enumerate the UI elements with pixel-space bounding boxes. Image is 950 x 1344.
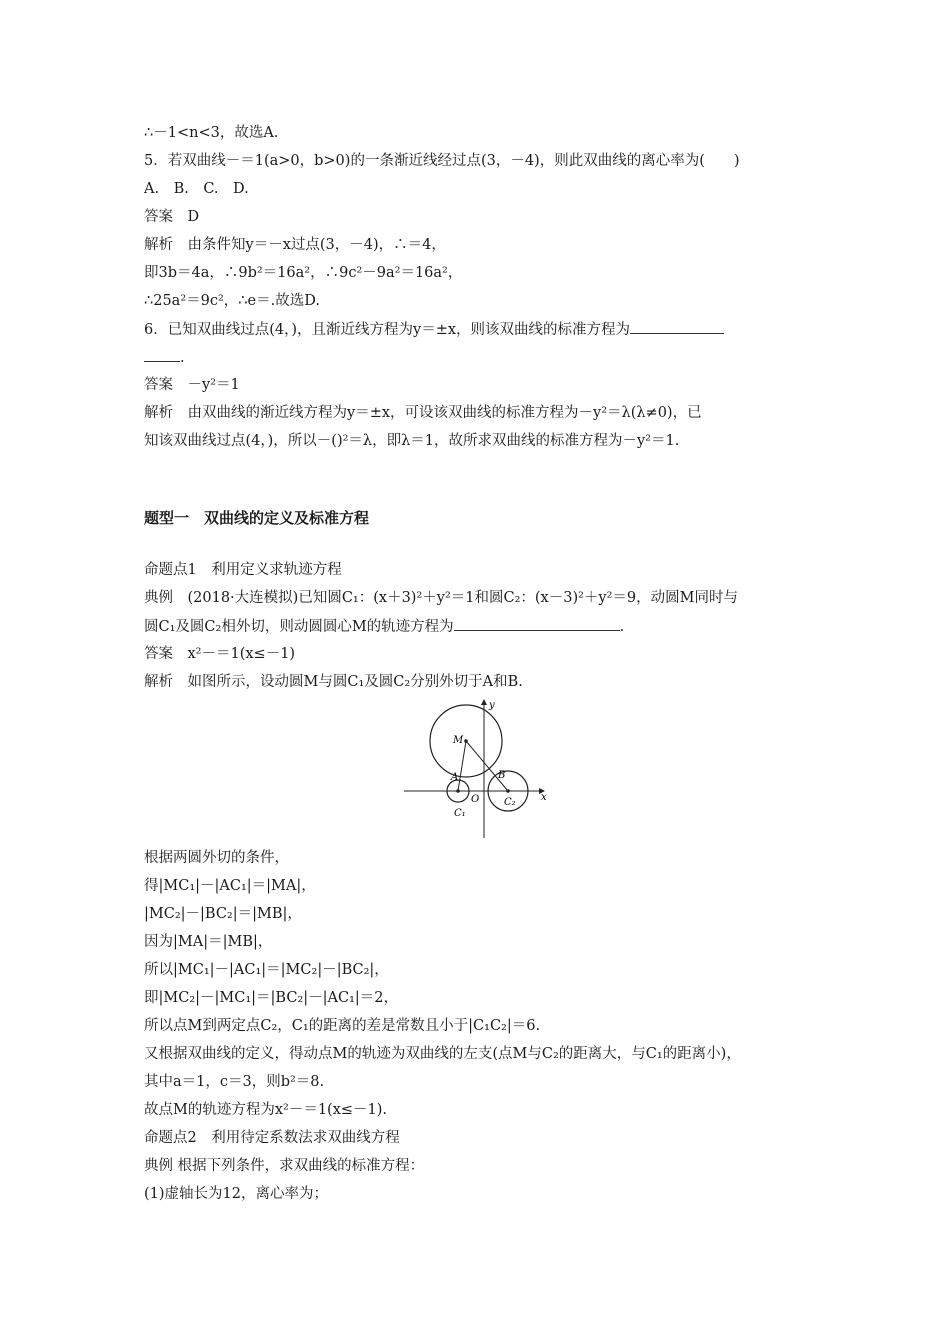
question-5-options: A. B. C. D. [144, 181, 249, 197]
period: . [180, 350, 185, 366]
analysis-example: 解析 如图所示，设动圆M与圆C₁及圆C₂分别外切于A和B. [144, 674, 523, 690]
point-c2 [506, 789, 510, 793]
label-x: x [541, 792, 547, 803]
label-a: A [451, 772, 459, 783]
solution-line: 所以|MC₁|－|AC₁|＝|MC₂|－|BC₂|， [144, 962, 389, 978]
question-5: 5．若双曲线－＝1(a>0，b>0)的一条渐近线经过点(3，－4)，则此双曲线的离心率为( ) [144, 153, 740, 169]
analysis-6-line: 解析 由双曲线的渐近线方程为y＝±x，可设该双曲线的标准方程为－y²＝λ(λ≠0)，已 [144, 405, 702, 421]
segment-mc1 [458, 741, 466, 791]
question-6-text: 6．已知双曲线过点(4，)，且渐近线方程为y＝±x，则该双曲线的标准方程为 [144, 322, 631, 338]
label-o: O [471, 794, 480, 805]
solution-line: 故点M的轨迹方程为x²－＝1(x≤－1). [144, 1102, 388, 1118]
analysis-5-line: 解析 由条件知y＝－x过点(3，－4)，∴＝4， [144, 237, 446, 253]
subsection-title: 命题点2 利用待定系数法求双曲线方程 [144, 1130, 400, 1146]
analysis-5-line: 即3b＝4a，∴9b²＝16a²，∴9c²－9a²＝16a²， [144, 265, 463, 281]
example-line: 圆C₁及圆C₂相外切，则动圆圆心M的轨迹方程为 . [144, 616, 812, 637]
answer-blank [630, 319, 724, 334]
analysis-5-line: ∴25a²＝9c²，∴e＝.故选D. [144, 293, 320, 309]
label-m: M [453, 735, 464, 746]
solution-line: 所以点M到两定点C₂，C₁的距离的差是常数且小于|C₁C₂|＝6. [144, 1018, 541, 1034]
label-b: B [498, 770, 506, 781]
example-text: 圆C₁及圆C₂相外切，则动圆圆心M的轨迹方程为 [144, 619, 454, 635]
solution-line: 即|MC₂|－|MC₁|＝|BC₂|－|AC₁|＝2， [144, 990, 399, 1006]
answer-6: 答案 －y²＝1 [144, 377, 240, 393]
label-y: y [489, 700, 495, 711]
two-circles-figure [404, 696, 556, 840]
example-line: (1)虚轴长为12，离心率为； [144, 1186, 328, 1202]
answer-blank [454, 616, 620, 631]
answer-example: 答案 x²－＝1(x≤－1) [144, 646, 296, 662]
solution-line: |MC₂|－|BC₂|＝|MB|， [144, 906, 302, 922]
point-m [464, 739, 468, 743]
answer-5: 答案 D [144, 209, 200, 225]
answer-blank [144, 347, 180, 362]
example-line: 典例 根据下列条件，求双曲线的标准方程： [144, 1158, 425, 1174]
question-6 [144, 319, 812, 340]
solution-line: 其中a＝1，c＝3，则b²＝8. [144, 1074, 325, 1090]
label-c1: C₁ [454, 808, 466, 819]
solution-line: 又根据双曲线的定义，得动点M的轨迹为双曲线的左支(点M与C₂的距离大，与C₁的距离小)， [144, 1046, 741, 1062]
text-line: ∴－1<n<3，故选A. [144, 125, 279, 141]
solution-line: 得|MC₁|－|AC₁|＝|MA|， [144, 878, 316, 894]
label-c2: C₂ [504, 797, 516, 808]
solution-line: 因为|MA|＝|MB|， [144, 934, 273, 950]
point-c1 [456, 789, 460, 793]
example-line: 典例 (2018·大连模拟)已知圆C₁：(x＋3)²＋y²＝1和圆C₂：(x－3)²＋y²＝9，动圆M同时与 [144, 590, 739, 606]
solution-line: 根据两圆外切的条件， [144, 850, 289, 866]
question-6-cont [144, 347, 812, 368]
subsection-title: 命题点1 利用定义求轨迹方程 [144, 562, 342, 578]
analysis-6-line: 知该双曲线过点(4，)，所以－()²＝λ，即λ＝1，故所求双曲线的标准方程为－y²＝1. [144, 433, 680, 449]
section-heading: 题型一 双曲线的定义及标准方程 [144, 509, 370, 527]
